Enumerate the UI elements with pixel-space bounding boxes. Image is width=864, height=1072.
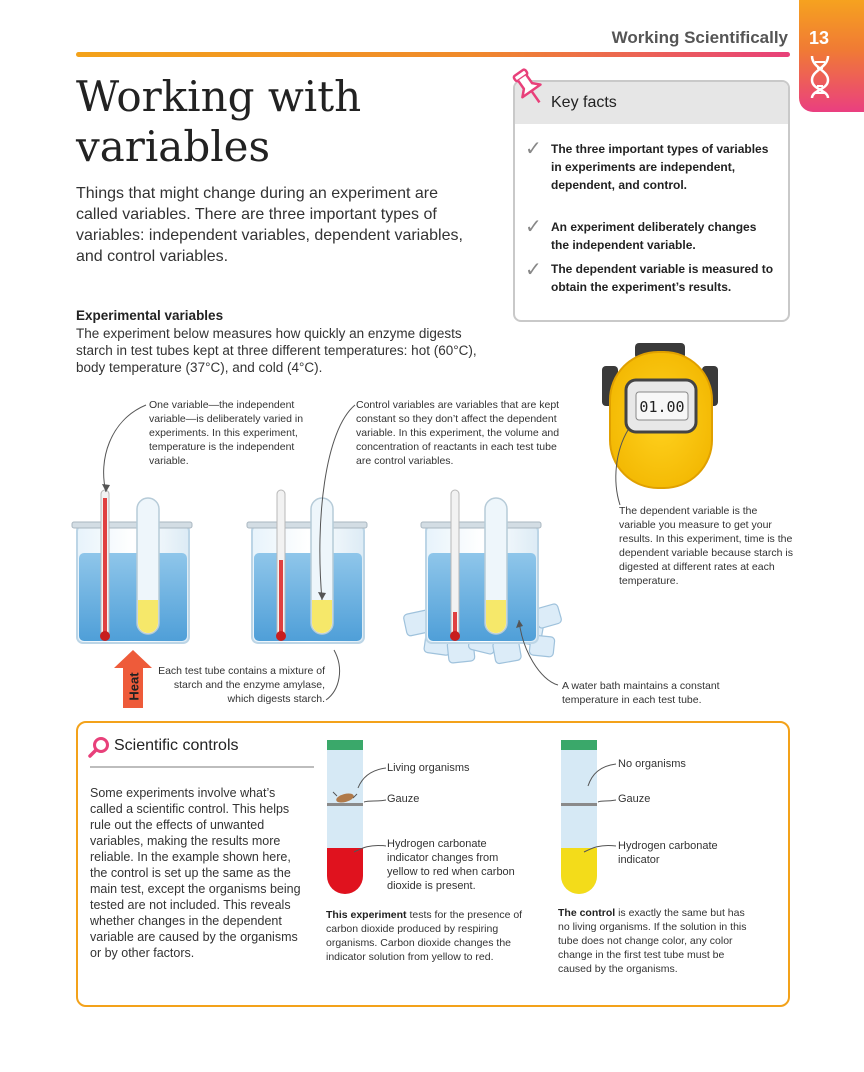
water-bath-callout: A water bath maintains a constant temperature in each test tube. [562,680,720,706]
scientific-controls-text: Some experiments involve what’s called a scientific control. This helps rule out the effects of unwanted variables, making the results more reliable. In the example shown here, the control is set up the same as the main test, except the organisms being tested are not included. This reveals whether changes in the dependent variable are caused by the organisms or by other factors. [90,786,301,960]
controls-divider [90,766,314,768]
magnifier-icon [88,736,110,758]
control-label-indicator: Hydrogen carbonate indicator [618,840,718,866]
stopwatch-display: 01.00 [639,398,685,416]
page-title: Working with variables [76,72,362,171]
independent-variable-callout: One variable—the independent variable—is deliberately varied in experiments. In this experiment, temperature is the independent variable. [149,399,304,467]
control-caption-text: is exactly the same but has no living organisms. If the solution in this tube does not change color, any color change in the first test tube must be caused by the organisms. [558,907,747,975]
checkmark-icon: ✓ [525,136,542,160]
key-facts-box [513,80,790,322]
key-fact-item: The three important types of variables in experiments are independent, dependent, and control. [551,142,769,192]
experiment-caption [326,908,524,964]
control-label-gauze: Gauze [618,793,651,805]
control-label-organisms: No organisms [618,758,686,770]
experiment-label-organisms: Living organisms [387,762,470,774]
beaker-cold [421,490,541,643]
checkmark-icon: ✓ [525,214,542,238]
key-facts-header [515,82,788,124]
experiment-caption-text: tests for the presence of carbon dioxide produced by respiring organisms. Carbon dioxide changes the indicator solution from yellow to red. [326,909,523,963]
experiment-caption-bold: This experiment [326,909,407,921]
dependent-variable-callout: The dependent variable is the variable you measure to get your results. In this experiment, time is the dependent variable because starch is digested at different rates at each temperature. [619,505,793,587]
heat-label: Heat [126,672,142,701]
beaker-hot [72,490,192,643]
experimental-variables-text: The experiment below measures how quickly an enzyme digests starch in test tubes kept at three different temperatures: hot (60°C), body temperature (37°C), and cold (4°C). [76,326,477,375]
control-caption-bold: The control [558,907,616,919]
beaker-body-temperature [247,490,367,643]
control-variable-callout: Control variables are variables that are kept constant so they don’t affect the dependent variable. In this experiment, the volume and concentration of reactants in each test tube are control variables. [356,399,560,467]
key-fact-item: An experiment deliberately changes the independent variable. [551,220,757,252]
header-rule [76,52,790,57]
control-caption [558,906,748,976]
section-title: Working Scientifically [611,28,788,47]
experimental-variables-heading: Experimental variables [76,308,224,323]
experiment-label-gauze: Gauze [387,793,420,805]
checkmark-icon: ✓ [525,257,542,281]
key-facts-title: Key facts [551,94,617,111]
experiment-label-indicator: Hydrogen carbonate indicator changes from yellow to red when carbon dioxide is present. [387,838,515,892]
intro-paragraph: Things that might change during an experiment are called variables. There are three important types of variables: independent variables, dependent variables, and control variables. [76,185,463,265]
mixture-callout: Each test tube contains a mixture of starch and the enzyme amylase, which digests starch. [158,665,325,705]
page-number: 13 [809,28,830,48]
dna-icon [809,54,831,100]
page-tab [799,0,864,112]
scientific-controls-title: Scientific controls [114,737,239,754]
pushpin-icon [510,66,546,110]
key-fact-item: The dependent variable is measured to obtain the experiment’s results. [551,262,774,294]
